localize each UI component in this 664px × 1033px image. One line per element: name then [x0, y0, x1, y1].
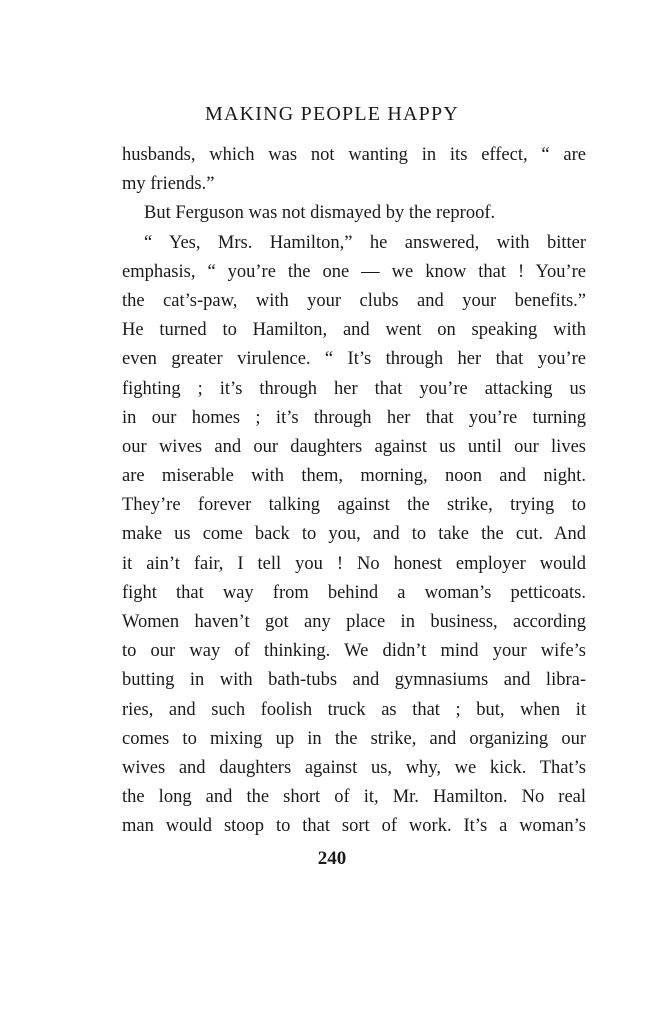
- text-line: man would stoop to that sort of work. It’s a woman’s: [122, 816, 586, 837]
- text-line: fighting ; it’s through her that you’re attacking us: [122, 378, 586, 399]
- text-line: wives and daughters against us, why, we kick. That’s: [122, 757, 586, 778]
- running-head: MAKING PEOPLE HAPPY: [205, 103, 459, 125]
- text-line: Women haven’t got any place in business, according: [122, 612, 586, 632]
- page-number: 240: [317, 848, 347, 869]
- text-line: the cat’s-paw, with your clubs and your benefits.”: [122, 290, 586, 311]
- text-line: in our homes ; it’s through her that you’re turning: [122, 407, 586, 428]
- text-line: our wives and our daughters against us until our lives: [122, 436, 586, 457]
- text-line: my friends.”: [122, 174, 215, 195]
- text-line: husbands, which was not wanting in its effect, “ are: [122, 145, 586, 165]
- text-line: butting in with bath-tubs and gymnasiums and libra-: [122, 670, 586, 691]
- text-line: comes to mixing up in the strike, and organizing our: [122, 728, 586, 749]
- text-line: even greater virulence. “ It’s through her that you’re: [122, 349, 586, 370]
- text-line: are miserable with them, morning, noon and night.: [122, 466, 586, 487]
- text-line: emphasis, “ you’re the one — we know that ! You’re: [122, 261, 586, 282]
- text-line: ries, and such foolish truck as that ; but, when it: [122, 699, 586, 720]
- text-line: it ain’t fair, I tell you ! No honest employer would: [122, 553, 586, 574]
- text-line: He turned to Hamilton, and went on speaking with: [122, 320, 586, 341]
- text-line: the long and the short of it, Mr. Hamilton. No real: [122, 787, 586, 808]
- text-line: They’re forever talking against the strike, trying to: [122, 495, 586, 516]
- text-line: make us come back to you, and to take the cut. And: [122, 524, 586, 545]
- body-text: [122, 141, 586, 842]
- text-line: fight that way from behind a woman’s petticoats.: [122, 582, 586, 603]
- text-line: But Ferguson was not dismayed by the reproof.: [144, 203, 496, 224]
- text-line: to our way of thinking. We didn’t mind your wife’s: [122, 641, 586, 662]
- text-line: “ Yes, Mrs. Hamilton,” he answered, with bitter: [144, 232, 586, 253]
